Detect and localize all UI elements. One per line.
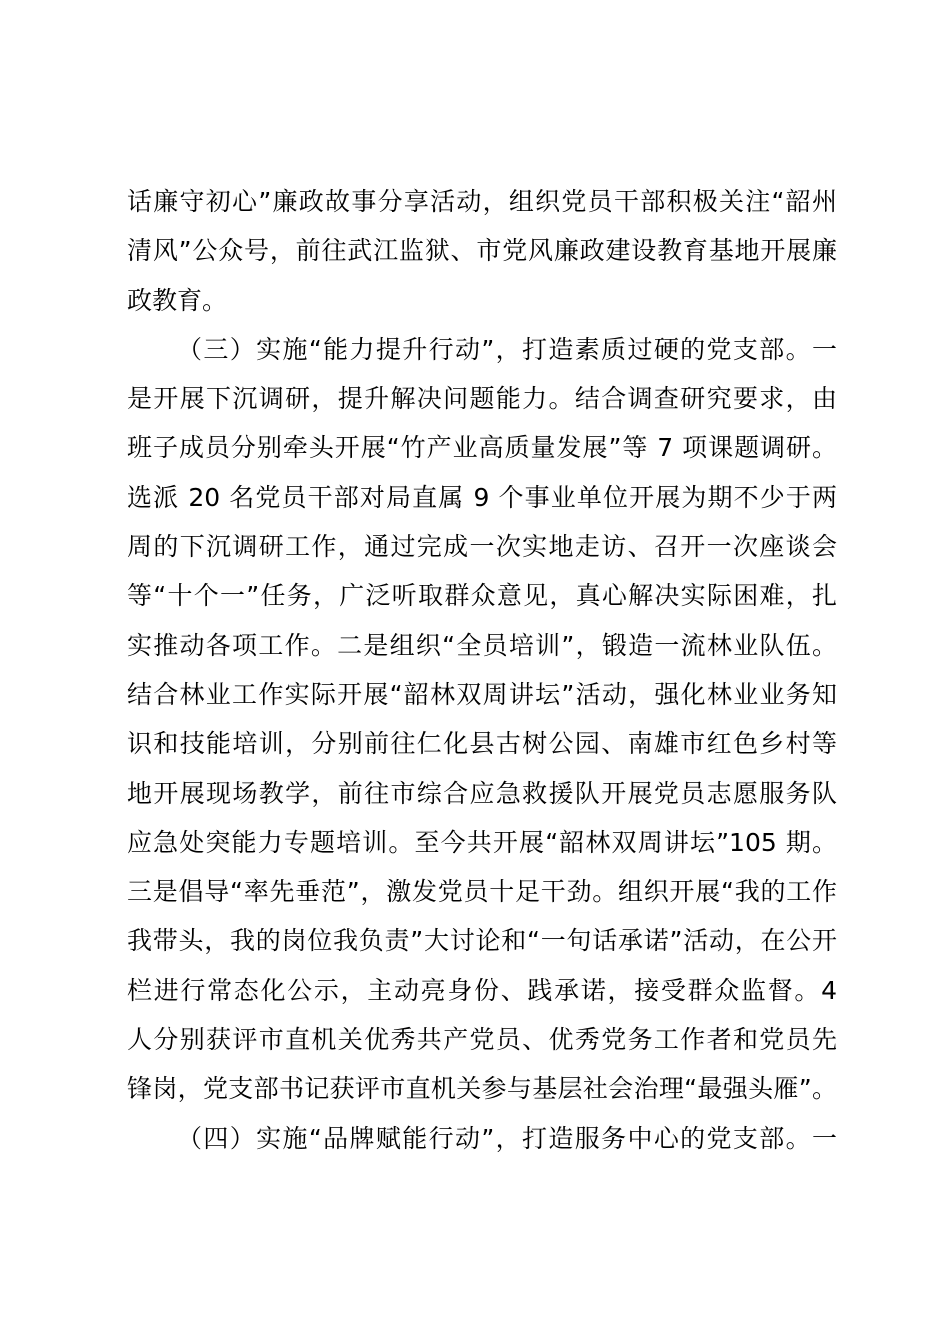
text-line: 我带头，我的岗位我负责”大讨论和“一句话承诺”活动，在公开 bbox=[127, 926, 837, 956]
text-line: 三是倡导“率先垂范”，激发党员十足干劲。组织开展“我的工作 bbox=[127, 877, 837, 907]
text-line: 栏进行常态化公示，主动亮身份、践承诺，接受群众监督。4 bbox=[127, 975, 837, 1005]
text-line: 话廉守初心”廉政故事分享活动，组织党员干部积极关注“韶州 bbox=[127, 187, 837, 216]
section-heading-line: （四）实施“品牌赋能行动”，打造服务中心的党支部。一 bbox=[177, 1123, 837, 1153]
text-line: 选派 20 名党员干部对局直属 9 个事业单位开展为期不少于两 bbox=[127, 482, 837, 512]
text-line: 政教育。 bbox=[127, 285, 228, 315]
text-line: 班子成员分别牵头开展“竹产业高质量发展”等 7 项课题调研。 bbox=[127, 433, 837, 463]
text-line: 地开展现场教学，前往市综合应急救援队开展党员志愿服务队 bbox=[127, 778, 837, 808]
body-text bbox=[127, 177, 837, 1163]
text-line: 实推动各项工作。二是组织“全员培训”，锻造一流林业队伍。 bbox=[127, 630, 837, 660]
section-heading-line: （三）实施“能力提升行动”，打造素质过硬的党支部。一 bbox=[177, 334, 837, 364]
text-line: 清风”公众号，前往武江监狱、市党风廉政建设教育基地开展廉 bbox=[127, 236, 837, 266]
text-line: 人分别获评市直机关优秀共产党员、优秀党务工作者和党员先 bbox=[127, 1025, 837, 1055]
text-line: 周的下沉调研工作，通过完成一次实地走访、召开一次座谈会 bbox=[127, 532, 837, 562]
text-line: 等“十个一”任务，广泛听取群众意见，真心解决实际困难，扎 bbox=[127, 581, 837, 611]
text-line: 识和技能培训，分别前往仁化县古树公园、南雄市红色乡村等 bbox=[127, 729, 837, 759]
text-line: 应急处突能力专题培训。至今共开展“韶林双周讲坛”105 期。 bbox=[127, 827, 837, 857]
text-line: 锋岗，党支部书记获评市直机关参与基层社会治理“最强头雁”。 bbox=[127, 1074, 837, 1104]
text-line: 是开展下沉调研，提升解决问题能力。结合调查研究要求，由 bbox=[127, 384, 837, 414]
text-line: 结合林业工作实际开展“韶林双周讲坛”活动，强化林业业务知 bbox=[127, 679, 837, 709]
